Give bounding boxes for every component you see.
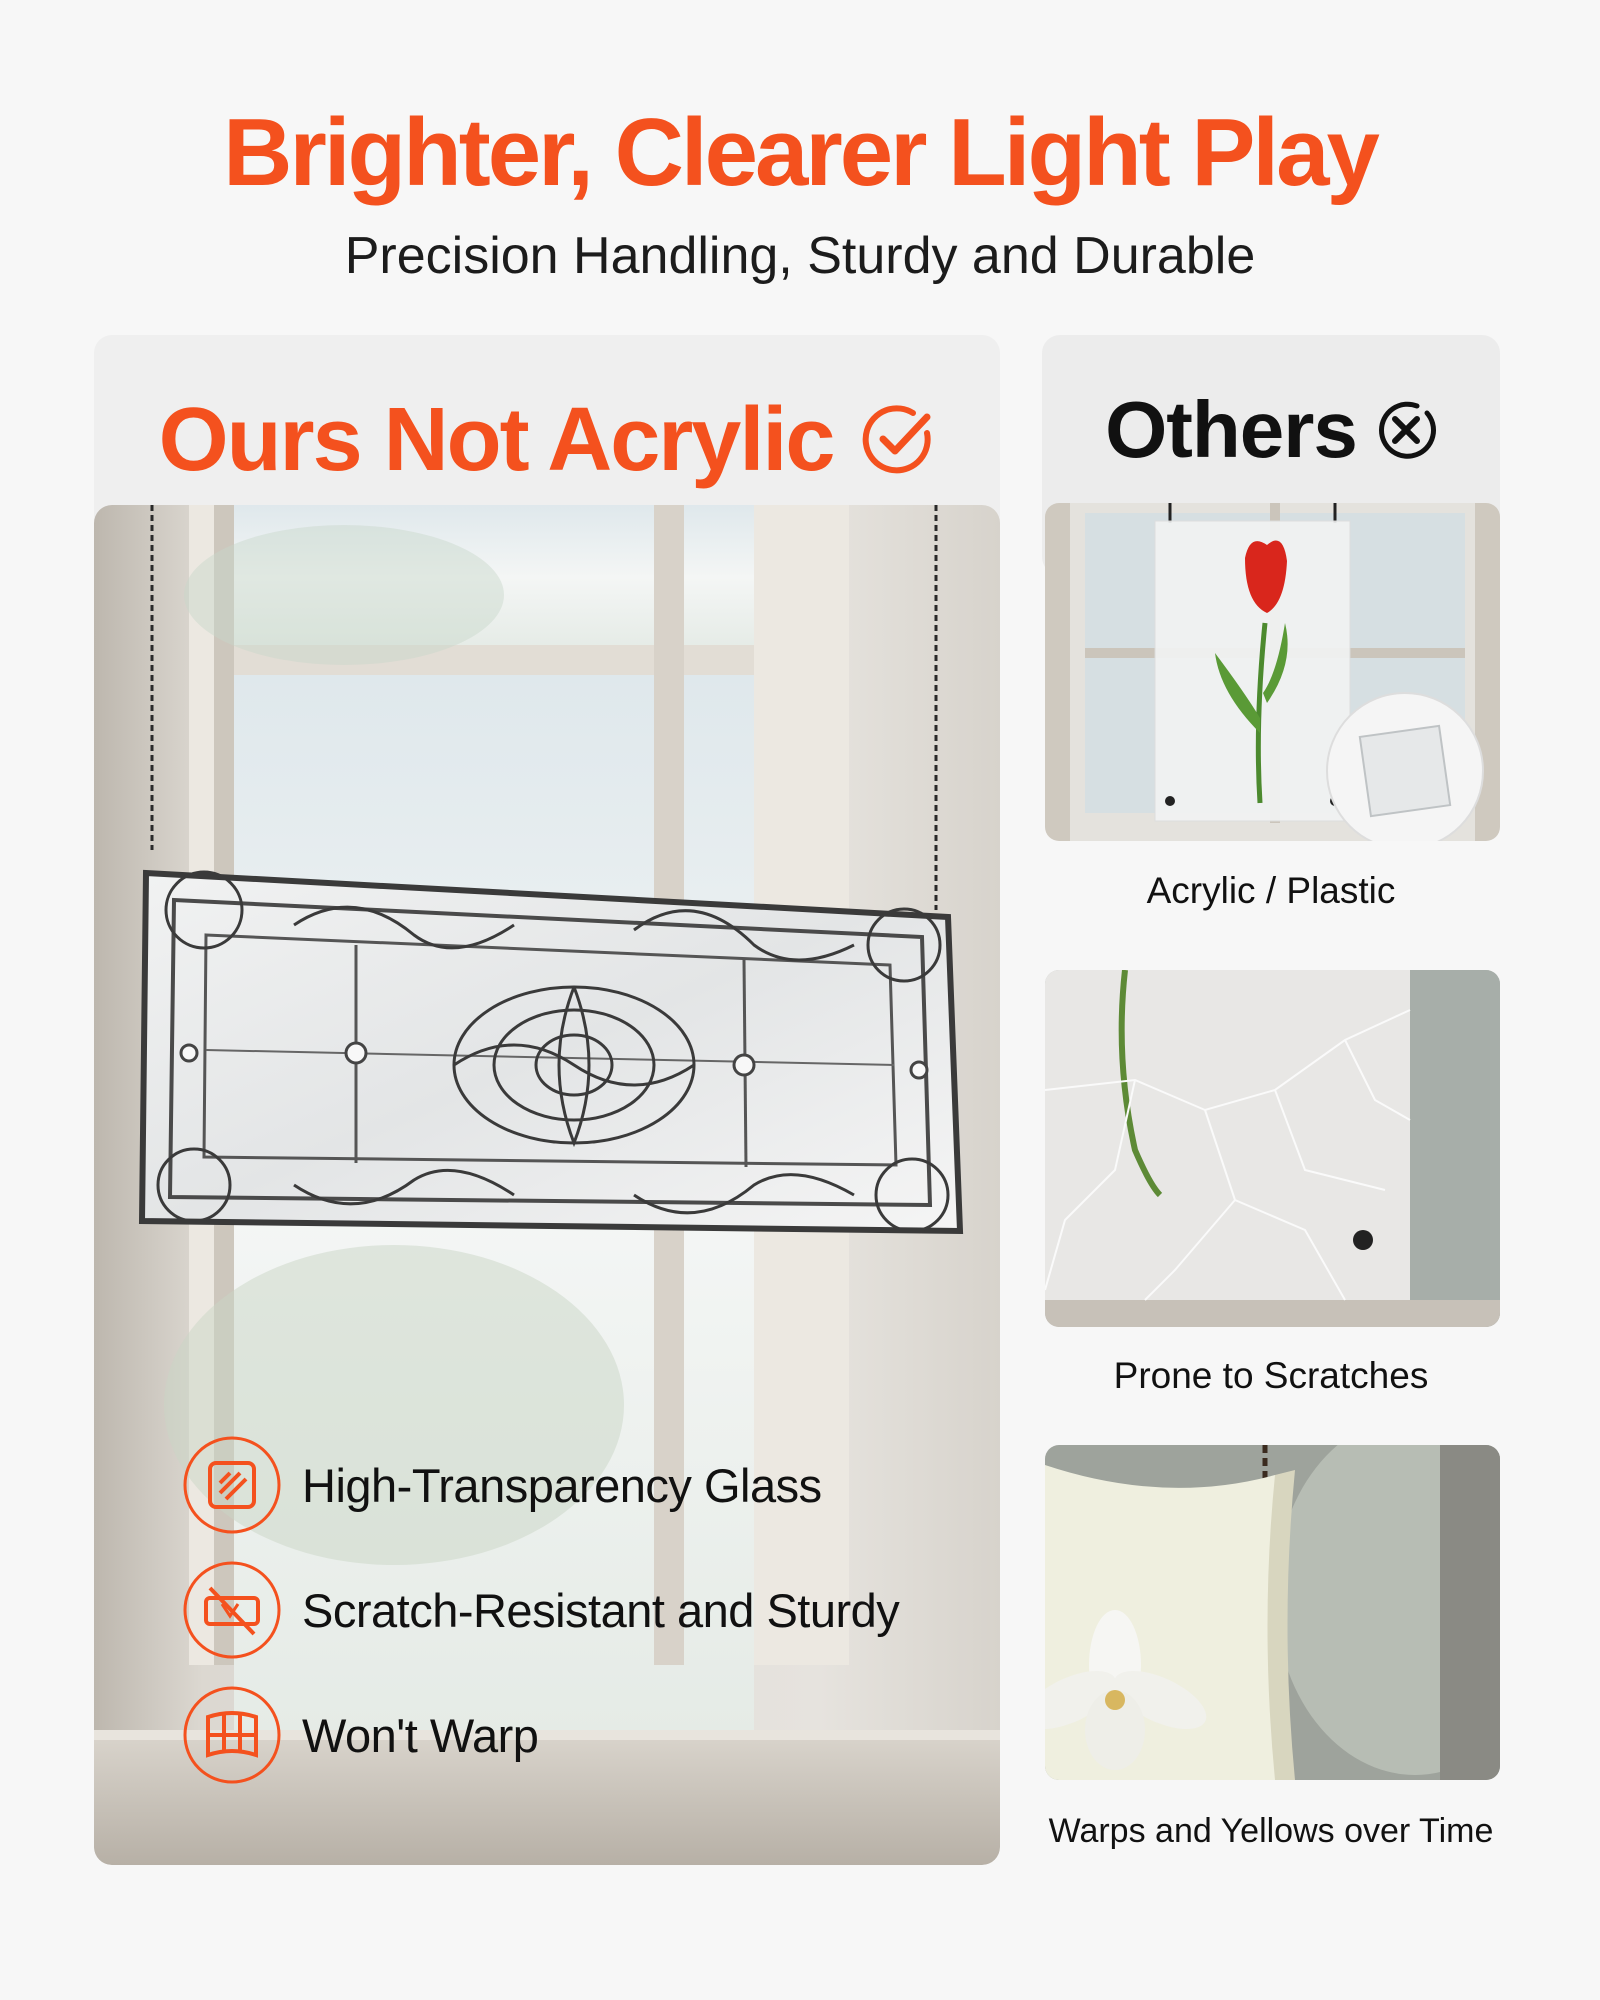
feature-list xyxy=(182,1435,899,1810)
no-warp-grid-icon xyxy=(182,1685,282,1785)
page-subheadline: Precision Handling, Sturdy and Durable xyxy=(344,227,1256,285)
stained-glass-panel xyxy=(142,872,960,1231)
feature-item xyxy=(182,1560,899,1660)
others-caption: Acrylic / Plastic xyxy=(1146,870,1396,911)
warped-panel-image xyxy=(1045,1445,1500,1780)
scratched-panel-image xyxy=(1045,970,1500,1327)
ours-title-row xyxy=(94,380,1000,500)
acrylic-panel-image xyxy=(1045,503,1500,841)
feature-item xyxy=(182,1435,899,1535)
feature-item xyxy=(182,1685,899,1785)
feature-label: High-Transparency Glass xyxy=(302,1458,822,1512)
others-title-row xyxy=(1042,380,1500,480)
others-caption: Prone to Scratches xyxy=(1113,1355,1429,1396)
others-caption: Warps and Yellows over Time xyxy=(1048,1812,1494,1850)
ours-card xyxy=(94,335,1000,1865)
check-circle-icon xyxy=(861,403,935,477)
glass-panel-icon xyxy=(182,1435,282,1535)
page-headline: Brighter, Clearer Light Play xyxy=(223,99,1377,206)
feature-label: Scratch-Resistant and Sturdy xyxy=(302,1583,900,1637)
no-scratch-icon xyxy=(182,1560,282,1660)
others-title: Others xyxy=(1105,385,1357,474)
feature-label: Won't Warp xyxy=(302,1708,539,1762)
x-circle-icon xyxy=(1375,399,1437,461)
ours-title: Ours Not Acrylic xyxy=(158,389,834,490)
